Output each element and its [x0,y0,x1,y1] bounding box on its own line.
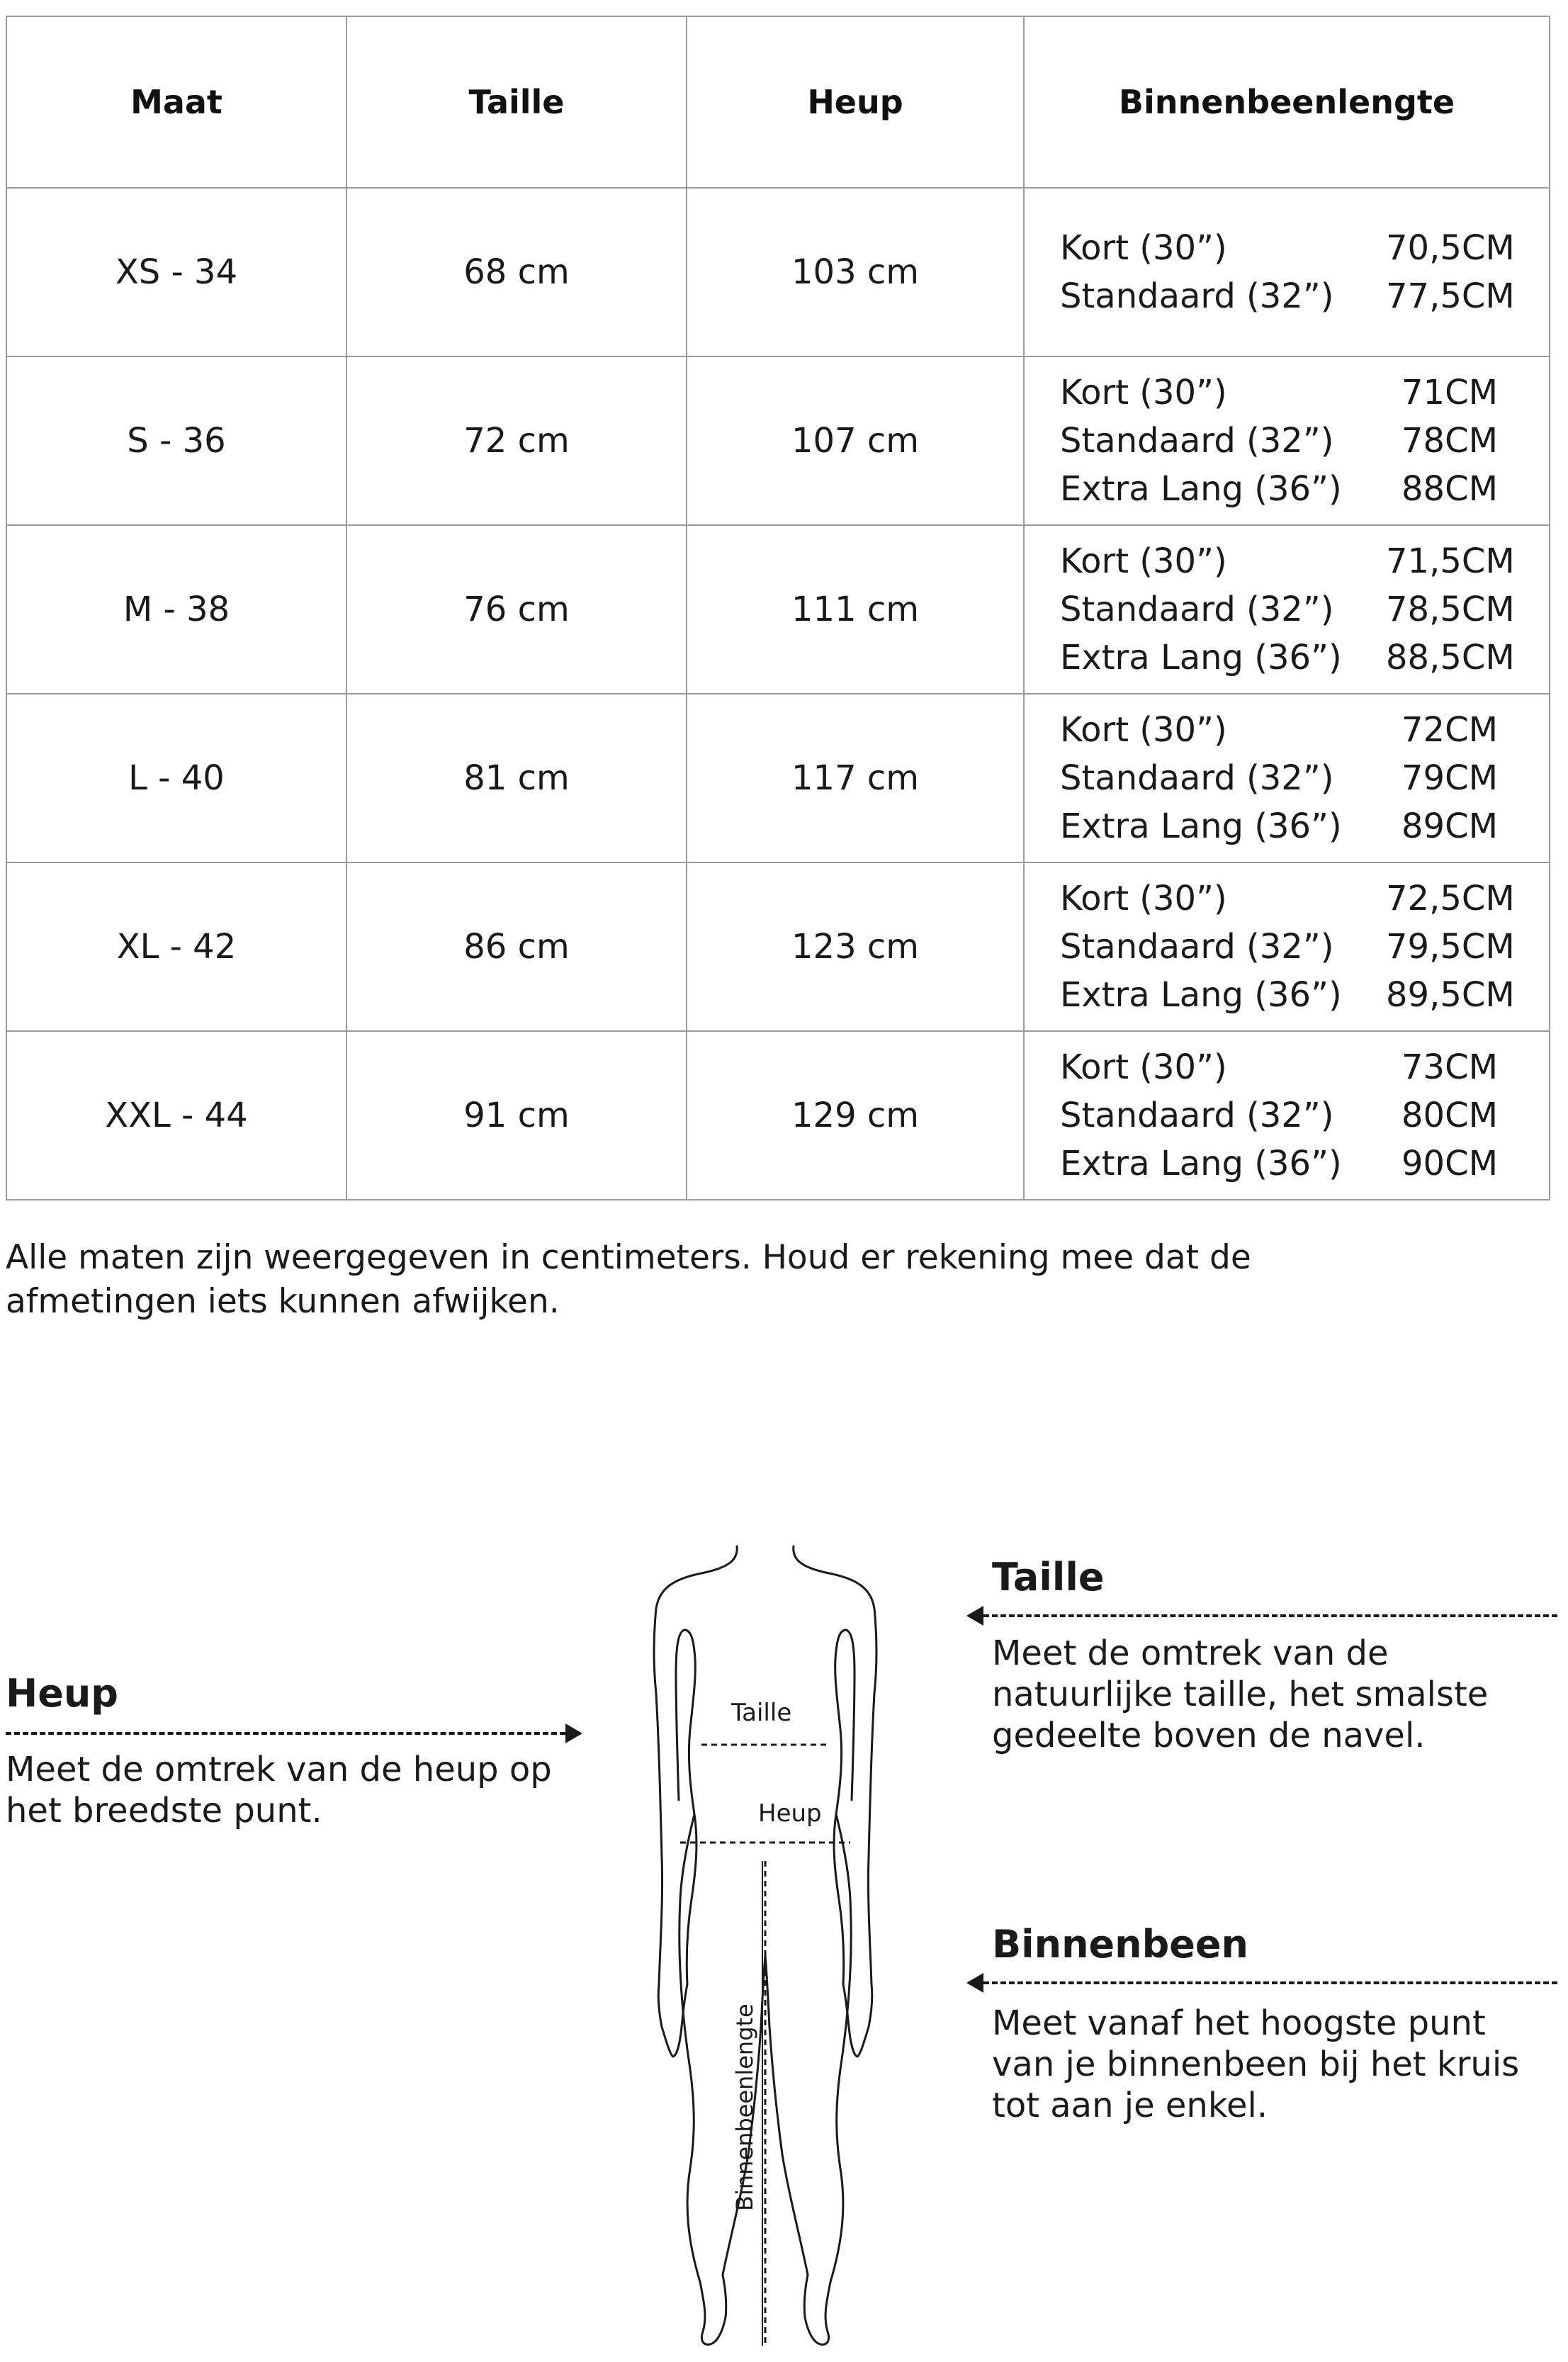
inseam-label: Kort (30”) [1060,710,1227,750]
cell-taille: 72 cm [346,356,687,525]
cell-maat: XL - 42 [6,862,346,1031]
inseam-label: Extra Lang (36”) [1060,806,1342,846]
cell-maat: S - 36 [6,356,346,525]
inseam-value: 72CM [1401,710,1498,750]
cell-maat: M - 38 [6,525,346,694]
inseam-value: 77,5CM [1386,276,1515,316]
figure-label-taille: Taille [731,1699,792,1727]
guide-taille-text: Meet de omtrek van de natuurlijke taille, het smalste gedeelte boven de navel. [992,1633,1489,1755]
inseam-line [1060,590,1513,629]
inseam-value: 88CM [1401,469,1498,509]
inseam-label: Extra Lang (36”) [1060,1144,1342,1183]
cell-heup: 117 cm [687,694,1024,862]
body-silhouette-icon [616,1531,914,2356]
inseam-value: 71,5CM [1386,541,1515,581]
cell-heup: 111 cm [687,525,1024,694]
inseam-label: Kort (30”) [1060,373,1227,412]
inseam-line [1060,975,1513,1015]
table-header-row [6,16,1550,188]
inseam-label: Kort (30”) [1060,541,1227,581]
inseam-value: 89CM [1401,806,1498,846]
inseam-label: Standaard (32”) [1060,1096,1334,1135]
table-row [6,1031,1550,1200]
cell-maat: L - 40 [6,694,346,862]
inseam-value: 79CM [1401,758,1498,798]
cell-taille: 86 cm [346,862,687,1031]
inseam-value: 79,5CM [1386,927,1515,967]
size-table [6,16,1550,1200]
guide-binnenbeen [992,1923,1545,1966]
cell-heup: 103 cm [687,188,1024,356]
guide-binnenbeen-title: Binnenbeen [992,1922,1248,1967]
table-row [6,525,1550,694]
inseam-value: 78CM [1401,421,1498,461]
inseam-list [1025,710,1549,846]
figure-label-heup: Heup [758,1799,822,1828]
inseam-line [1060,421,1513,461]
guide-heup-text: Meet de omtrek van de heup op het breedste punt. [6,1750,552,1830]
inseam-line [1060,228,1513,268]
inseam-line [1060,806,1513,846]
guide-heup-body [6,1749,573,1831]
cell-maat: XXL - 44 [6,1031,346,1200]
table-row [6,694,1550,862]
inseam-value: 78,5CM [1386,590,1515,629]
cell-heup: 123 cm [687,862,1024,1031]
inseam-line [1060,373,1513,412]
inseam-value: 72,5CM [1386,879,1515,918]
taille-dash-line [983,1614,1557,1617]
figure-label-binnenbeenlengte: Binnenbeenlengte [731,2003,758,2211]
inseam-value: 80CM [1401,1096,1498,1135]
inseam-value: 70,5CM [1386,228,1515,268]
inseam-label: Standaard (32”) [1060,590,1334,629]
guide-binnenbeen-text: Meet vanaf het hoogste punt van je binnenbeen bij het kruis tot aan je enkel. [992,2003,1520,2125]
inseam-label: Extra Lang (36”) [1060,638,1342,677]
guide-taille-body [992,1633,1552,1756]
guide-heup-title: Heup [6,1671,118,1716]
binnenbeen-dash-line [983,1981,1557,1984]
inseam-list [1025,879,1549,1015]
cell-taille: 81 cm [346,694,687,862]
cell-binnenbeenlengte [1024,862,1550,1031]
heup-arrow-icon [565,1723,582,1743]
header-maat: Maat [6,16,346,188]
inseam-label: Standaard (32”) [1060,758,1334,798]
cell-binnenbeenlengte [1024,1031,1550,1200]
inseam-line [1060,927,1513,967]
inseam-label: Extra Lang (36”) [1060,975,1342,1015]
cell-binnenbeenlengte [1024,188,1550,356]
inseam-value: 89,5CM [1386,975,1515,1015]
inseam-value: 90CM [1401,1144,1498,1183]
cell-taille: 91 cm [346,1031,687,1200]
measurement-note: Alle maten zijn weergegeven in centimeters. Houd er rekening mee dat de afmetingen iets kunnen afwijken. [6,1238,1251,1321]
inseam-list [1025,373,1549,509]
inseam-list [1025,541,1549,677]
inseam-list [1025,228,1549,316]
heup-dash-line [6,1732,565,1735]
inseam-line [1060,1047,1513,1087]
inseam-label: Standaard (32”) [1060,276,1334,316]
cell-taille: 68 cm [346,188,687,356]
table-row [6,862,1550,1031]
inseam-label: Kort (30”) [1060,1047,1227,1087]
inseam-label: Standaard (32”) [1060,927,1334,967]
cell-binnenbeenlengte [1024,525,1550,694]
header-heup: Heup [687,16,1024,188]
inseam-value: 71CM [1401,373,1498,412]
table-row [6,356,1550,525]
cell-binnenbeenlengte [1024,694,1550,862]
inseam-line [1060,541,1513,581]
guide-taille-title: Taille [992,1555,1105,1599]
inseam-line [1060,758,1513,798]
inseam-line [1060,1144,1513,1183]
taille-arrow-icon [966,1606,983,1626]
inseam-label: Extra Lang (36”) [1060,469,1342,509]
cell-heup: 107 cm [687,356,1024,525]
inseam-value: 88,5CM [1386,638,1515,677]
table-row [6,188,1550,356]
cell-heup: 129 cm [687,1031,1024,1200]
guide-taille [992,1556,1545,1599]
cell-binnenbeenlengte [1024,356,1550,525]
binnenbeen-arrow-icon [966,1973,983,1993]
inseam-line [1060,638,1513,677]
header-taille: Taille [346,16,687,188]
header-binnenbeenlengte: Binnenbeenlengte [1024,16,1550,188]
inseam-line [1060,276,1513,316]
inseam-line [1060,1096,1513,1135]
cell-maat: XS - 34 [6,188,346,356]
table-body [6,188,1550,1200]
guide-heup [6,1672,573,1715]
cell-taille: 76 cm [346,525,687,694]
inseam-label: Standaard (32”) [1060,421,1334,461]
inseam-line [1060,710,1513,750]
inseam-value: 73CM [1401,1047,1498,1087]
inseam-list [1025,1047,1549,1183]
guide-binnenbeen-body [992,2003,1552,2126]
inseam-line [1060,879,1513,918]
inseam-label: Kort (30”) [1060,228,1227,268]
inseam-line [1060,469,1513,509]
inseam-label: Kort (30”) [1060,879,1227,918]
